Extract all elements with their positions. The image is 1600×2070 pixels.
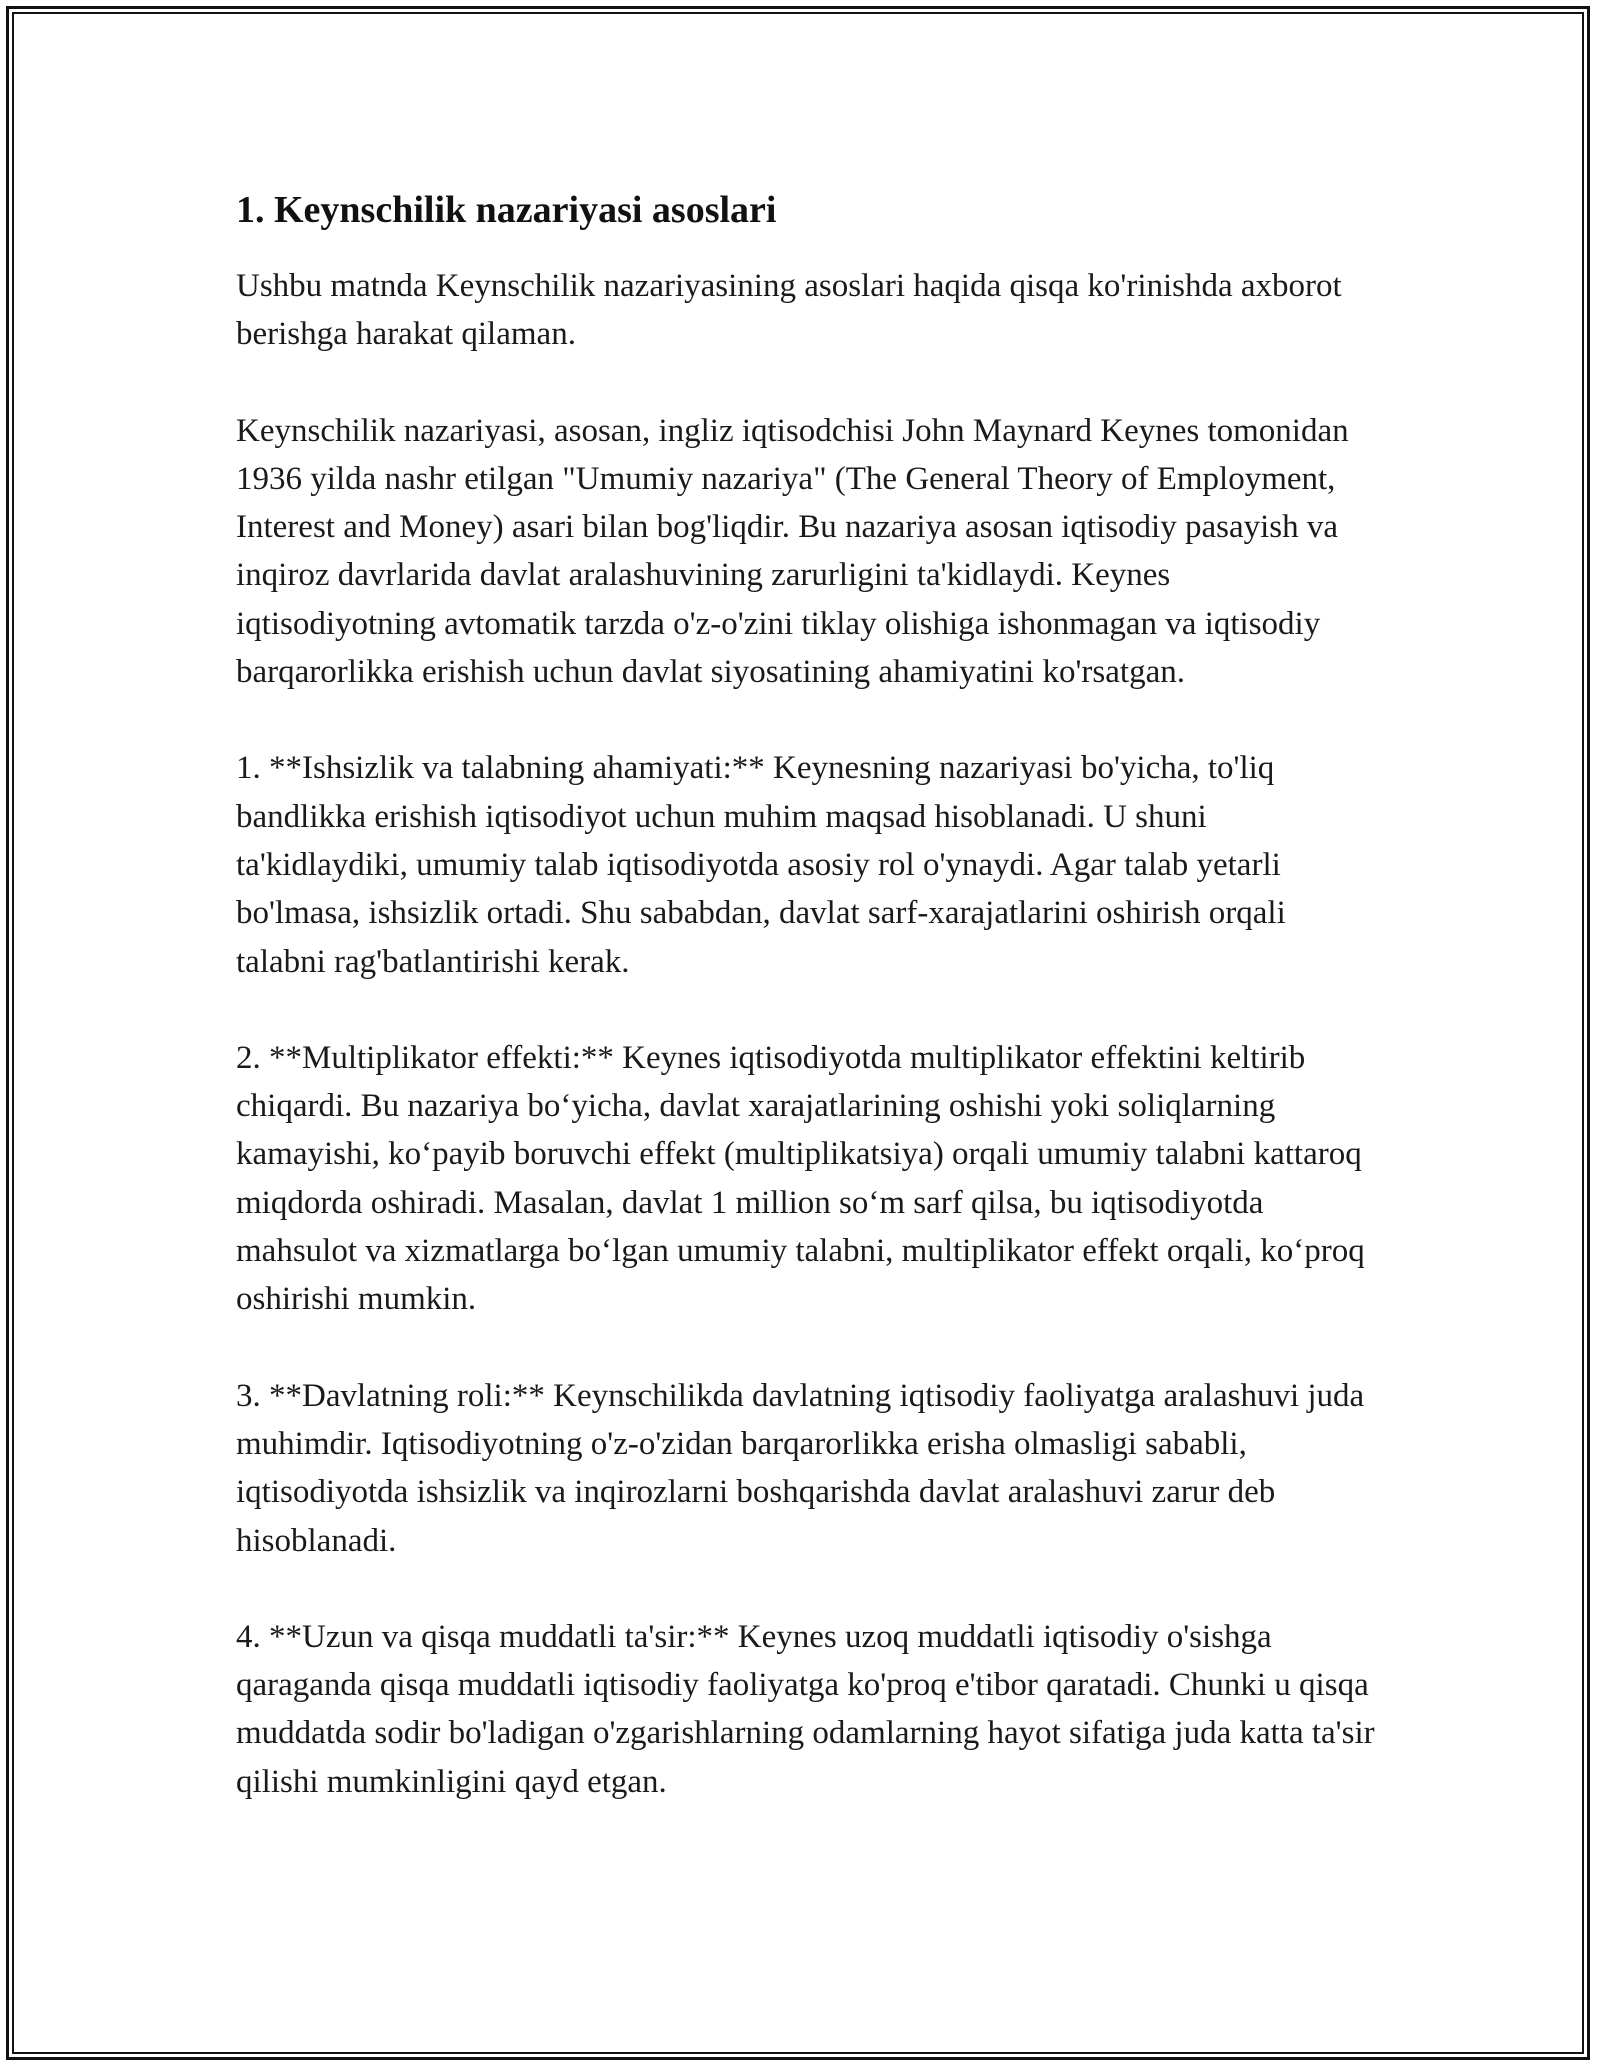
paragraph-point-3: 3. **Davlatning roli:** Keynschilikda davlatning iqtisodiy faoliyatga aralashuvi juda muhimdir. Iqtisodiyotning o'z-o'zidan barqarorlikka erisha olmasligi sababli, iqtisodiyotda ishsizlik va inqirozlarni boshqarishda davlat aralashuvi zarur deb hisoblanadi. — [236, 1377, 1365, 1559]
paragraph-overview: Keynschilik nazariyasi, asosan, ingliz iqtisodchisi John Maynard Keynes tomonidan 1936 yilda nashr etilgan "Umumiy nazariya" (The General Theory of Employment, Interest and Money) asari bilan bog'liqdir. Bu nazariya asosan iqtisodiy pasayish va inqiroz davrlarida davlat aralashuvining zarurligini ta'kidlaydi. Keynes iqtisodiyotning avtomatik tarzda o'z-o'zini tiklay olishiga ishonmagan va iqtisodiy barqarorlikka erishish uchun davlat siyosatining ahamiyatini ko'rsatgan. — [236, 412, 1349, 691]
paragraph-point-2: 2. **Multiplikator effekti:** Keynes iqtisodiyotda multiplikator effektini keltirib chiqardi. Bu nazariya bo‘yicha, davlat xarajatlarining oshishi yoki soliqlarning kamayishi, ko‘payib boruvchi effekt (multiplikatsiya) orqali umumiy talabni kattaroq miqdorda oshiradi. Masalan, davlat 1 million so‘m sarf qilsa, bu iqtisodiyotda mahsulot va xizmatlarga bo‘lgan umumiy talabni, multiplikator effekt orqali, ko‘proq oshirishi mumkin. — [236, 1039, 1365, 1318]
document-body — [236, 186, 1376, 1854]
paragraph-intro: Ushbu matnda Keynschilik nazariyasining asoslari haqida qisqa ko'rinishda axborot berishga harakat qilaman. — [236, 268, 1342, 353]
document-title: 1. Keynschilik nazariyasi asoslari — [236, 189, 777, 231]
paragraph-point-1: 1. **Ishsizlik va talabning ahamiyati:** Keynesning nazariyasi bo'yicha, to'liq bandlikka erishish iqtisodiyot uchun muhim maqsad hisoblanadi. U shuni ta'kidlaydiki, umumiy talab iqtisodiyotda asosiy rol o'ynaydi. Agar talab yetarli bo'lmasa, ishsizlik ortadi. Shu sababdan, davlat sarf-xarajatlarini oshirish orqali talabni rag'batlantirishi kerak. — [236, 750, 1286, 980]
paragraph-point-4: 4. **Uzun va qisqa muddatli ta'sir:** Keynes uzoq muddatli iqtisodiy o'sishga qaraganda qisqa muddatli iqtisodiy faoliyatga ko'proq e'tibor qaratadi. Chunki u qisqa muddatda sodir bo'ladigan o'zgarishlarning odamlarning hayot sifatiga juda katta ta'sir qilishi mumkinligini qayd etgan. — [236, 1618, 1375, 1800]
